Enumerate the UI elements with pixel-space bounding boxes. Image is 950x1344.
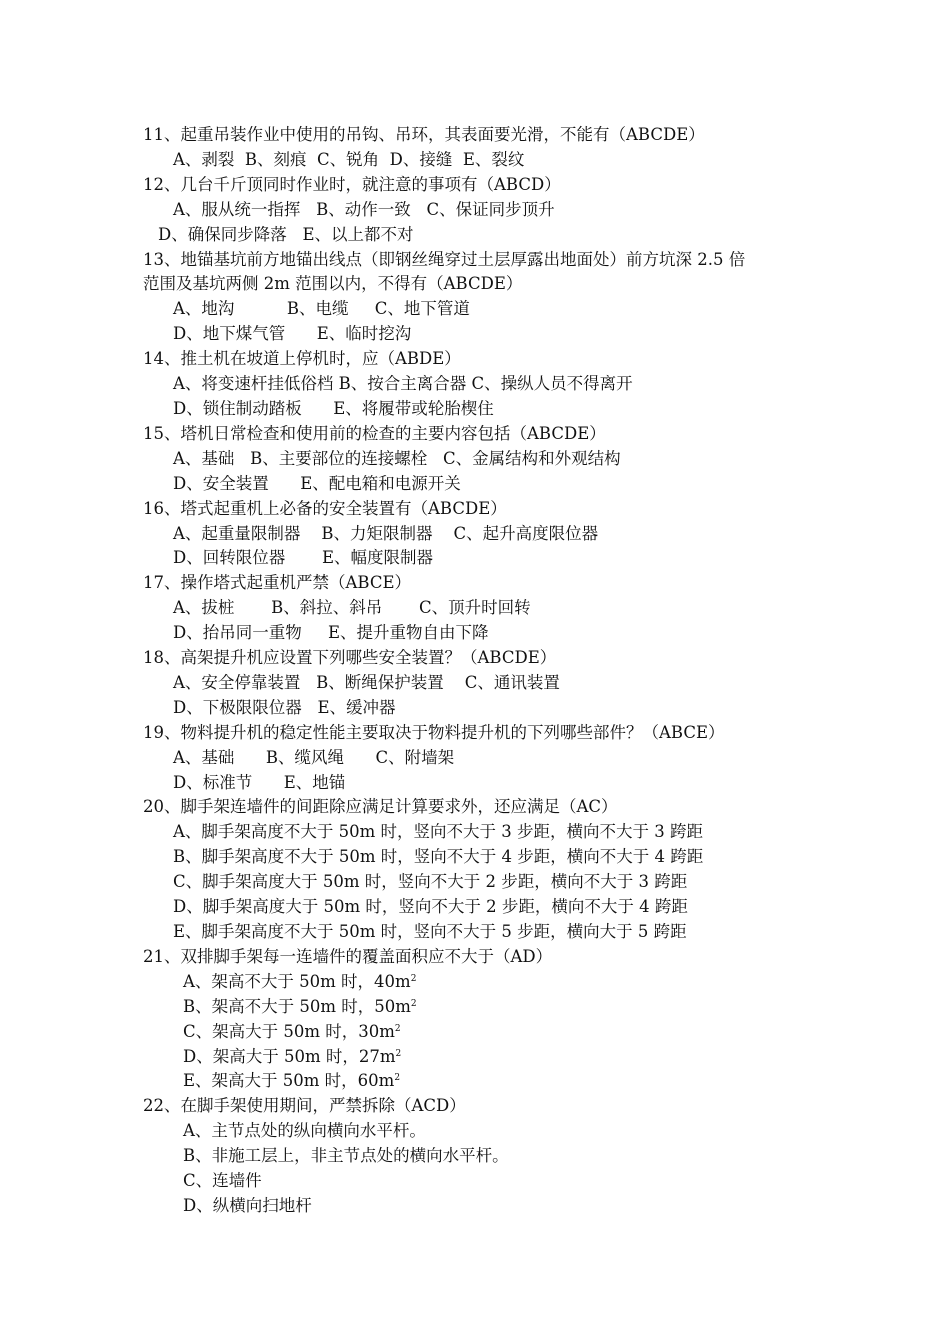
line-text: C、架高大于 50m 时，30m [183,1021,395,1041]
question-line [143,1094,823,1119]
line-text: A、将变速杆挂低俗档 B、按合主离合器 C、操纵人员不得离开 [173,374,633,394]
line-text: A、地沟 B、电缆 C、地下管道 [173,299,470,319]
superscript: 2 [394,1073,401,1084]
option-line [143,322,823,347]
line-text: 22、在脚手架使用期间，严禁拆除（ACD） [143,1096,466,1116]
superscript: 2 [395,1048,402,1059]
option-line [143,447,823,472]
question-line [143,272,823,297]
line-text: A、服从统一指挥 B、动作一致 C、保证同步顶升 [173,199,555,219]
line-text: 19、物料提升机的稳定性能主要取决于物料提升机的下列哪些部件？（ABCE） [143,722,725,742]
option-line [143,1144,823,1169]
option-line [143,895,823,920]
line-text: D、安全装置 E、配电箱和电源开关 [173,473,461,493]
option-line [143,472,823,497]
question-line [143,347,823,372]
line-text: A、基础 B、主要部位的连接螺栓 C、金属结构和外观结构 [173,448,621,468]
question-line [143,571,823,596]
line-text: D、确保同步降落 E、以上都不对 [158,224,414,244]
line-text: 11、起重吊装作业中使用的吊钩、吊环，其表面要光滑，不能有（ABCDE） [143,125,705,144]
option-line [143,198,823,223]
option-line [143,1119,823,1144]
superscript: 2 [410,973,417,984]
option-line [143,397,823,422]
line-text: B、非施工层上，非主节点处的横向水平杆。 [183,1146,509,1166]
option-line [143,522,823,547]
line-text: D、标准节 E、地锚 [173,772,346,792]
option-line [143,621,823,646]
line-text: 16、塔式起重机上必备的安全装置有（ABCDE） [143,498,507,518]
line-text: E、架高大于 50m 时，60m [183,1071,395,1091]
line-text: D、锁住制动踏板 E、将履带或轮胎楔住 [173,398,494,418]
line-text: D、纵横向扫地杆 [183,1195,312,1215]
line-text: 21、双排脚手架每一连墙件的覆盖面积应不大于（AD） [143,946,553,966]
option-line [143,372,823,397]
line-text: 18、高架提升机应设置下列哪些安全装置？（ABCDE） [143,648,557,668]
line-text: 14、推土机在坡道上停机时，应（ABDE） [143,349,461,369]
document-body [143,123,823,1219]
line-text: A、起重量限制器 B、力矩限制器 C、起升高度限位器 [173,523,599,543]
line-text: D、抬吊同一重物 E、提升重物自由下降 [173,623,489,643]
superscript: 2 [410,998,417,1009]
line-text: A、脚手架高度不大于 50m 时，竖向不大于 3 步距，横向不大于 3 跨距 [173,822,704,842]
line-text: 范围及基坑两侧 2m 范围以内，不得有（ABCDE） [143,274,523,294]
option-line [143,870,823,895]
option-line [143,845,823,870]
question-line [143,945,823,970]
option-line [143,1020,823,1045]
line-text: B、脚手架高度不大于 50m 时，竖向不大于 4 步距，横向不大于 4 跨距 [173,847,704,867]
option-line [143,771,823,796]
question-line [143,123,823,148]
option-line [143,970,823,995]
question-line [143,646,823,671]
question-line [143,721,823,746]
option-line [143,995,823,1020]
option-line [143,1194,823,1219]
line-text: D、回转限位器 E、幅度限制器 [173,548,433,568]
line-text: B、架高不大于 50m 时，50m [183,996,411,1016]
option-line [143,297,823,322]
superscript: 2 [394,1023,401,1034]
line-text: A、安全停靠装置 B、断绳保护装置 C、通讯装置 [173,672,560,692]
question-line [143,173,823,198]
line-text: 13、地锚基坑前方地锚出线点（即钢丝绳穿过土层厚露出地面处）前方坑深 2.5 倍 [143,249,746,269]
line-text: A、架高不大于 50m 时，40m [183,971,411,991]
line-text: A、主节点处的纵向横向水平杆。 [183,1121,426,1141]
option-line [143,1169,823,1194]
option-line [143,696,823,721]
question-line [143,795,823,820]
option-line [143,546,823,571]
option-line [143,920,823,945]
line-text: C、脚手架高度大于 50m 时，竖向不大于 2 步距，横向不大于 3 跨距 [173,872,688,892]
line-text: A、剥裂 B、刻痕 C、锐角 D、接缝 E、裂纹 [173,149,525,169]
line-text: 20、脚手架连墙件的间距除应满足计算要求外，还应满足（AC） [143,797,618,817]
option-line [143,671,823,696]
option-line [143,820,823,845]
line-text: C、连墙件 [183,1171,262,1191]
line-text: A、基础 B、缆风绳 C、附墙架 [173,747,455,767]
line-text: 17、操作塔式起重机严禁（ABCE） [143,573,412,593]
line-text: 12、几台千斤顶同时作业时，就注意的事项有（ABCD） [143,174,561,194]
line-text: D、脚手架高度大于 50m 时，竖向不大于 2 步距，横向不大于 4 跨距 [173,897,688,917]
option-line [143,223,823,248]
option-line [143,148,823,173]
line-text: 15、塔机日常检查和使用前的检查的主要内容包括（ABCDE） [143,423,606,443]
option-line [143,1045,823,1070]
question-line [143,248,823,273]
line-text: D、下极限限位器 E、缓冲器 [173,697,396,717]
question-line [143,497,823,522]
option-line [143,1069,823,1094]
question-line [143,422,823,447]
line-text: D、架高大于 50m 时，27m [183,1046,396,1066]
line-text: E、脚手架高度不大于 50m 时，竖向不大于 5 步距，横向大于 5 跨距 [173,922,687,941]
line-text: D、地下煤气管 E、临时挖沟 [173,324,412,344]
option-line [143,596,823,621]
option-line [143,746,823,771]
line-text: A、拔桩 B、斜拉、斜吊 C、顶升时回转 [173,598,531,618]
